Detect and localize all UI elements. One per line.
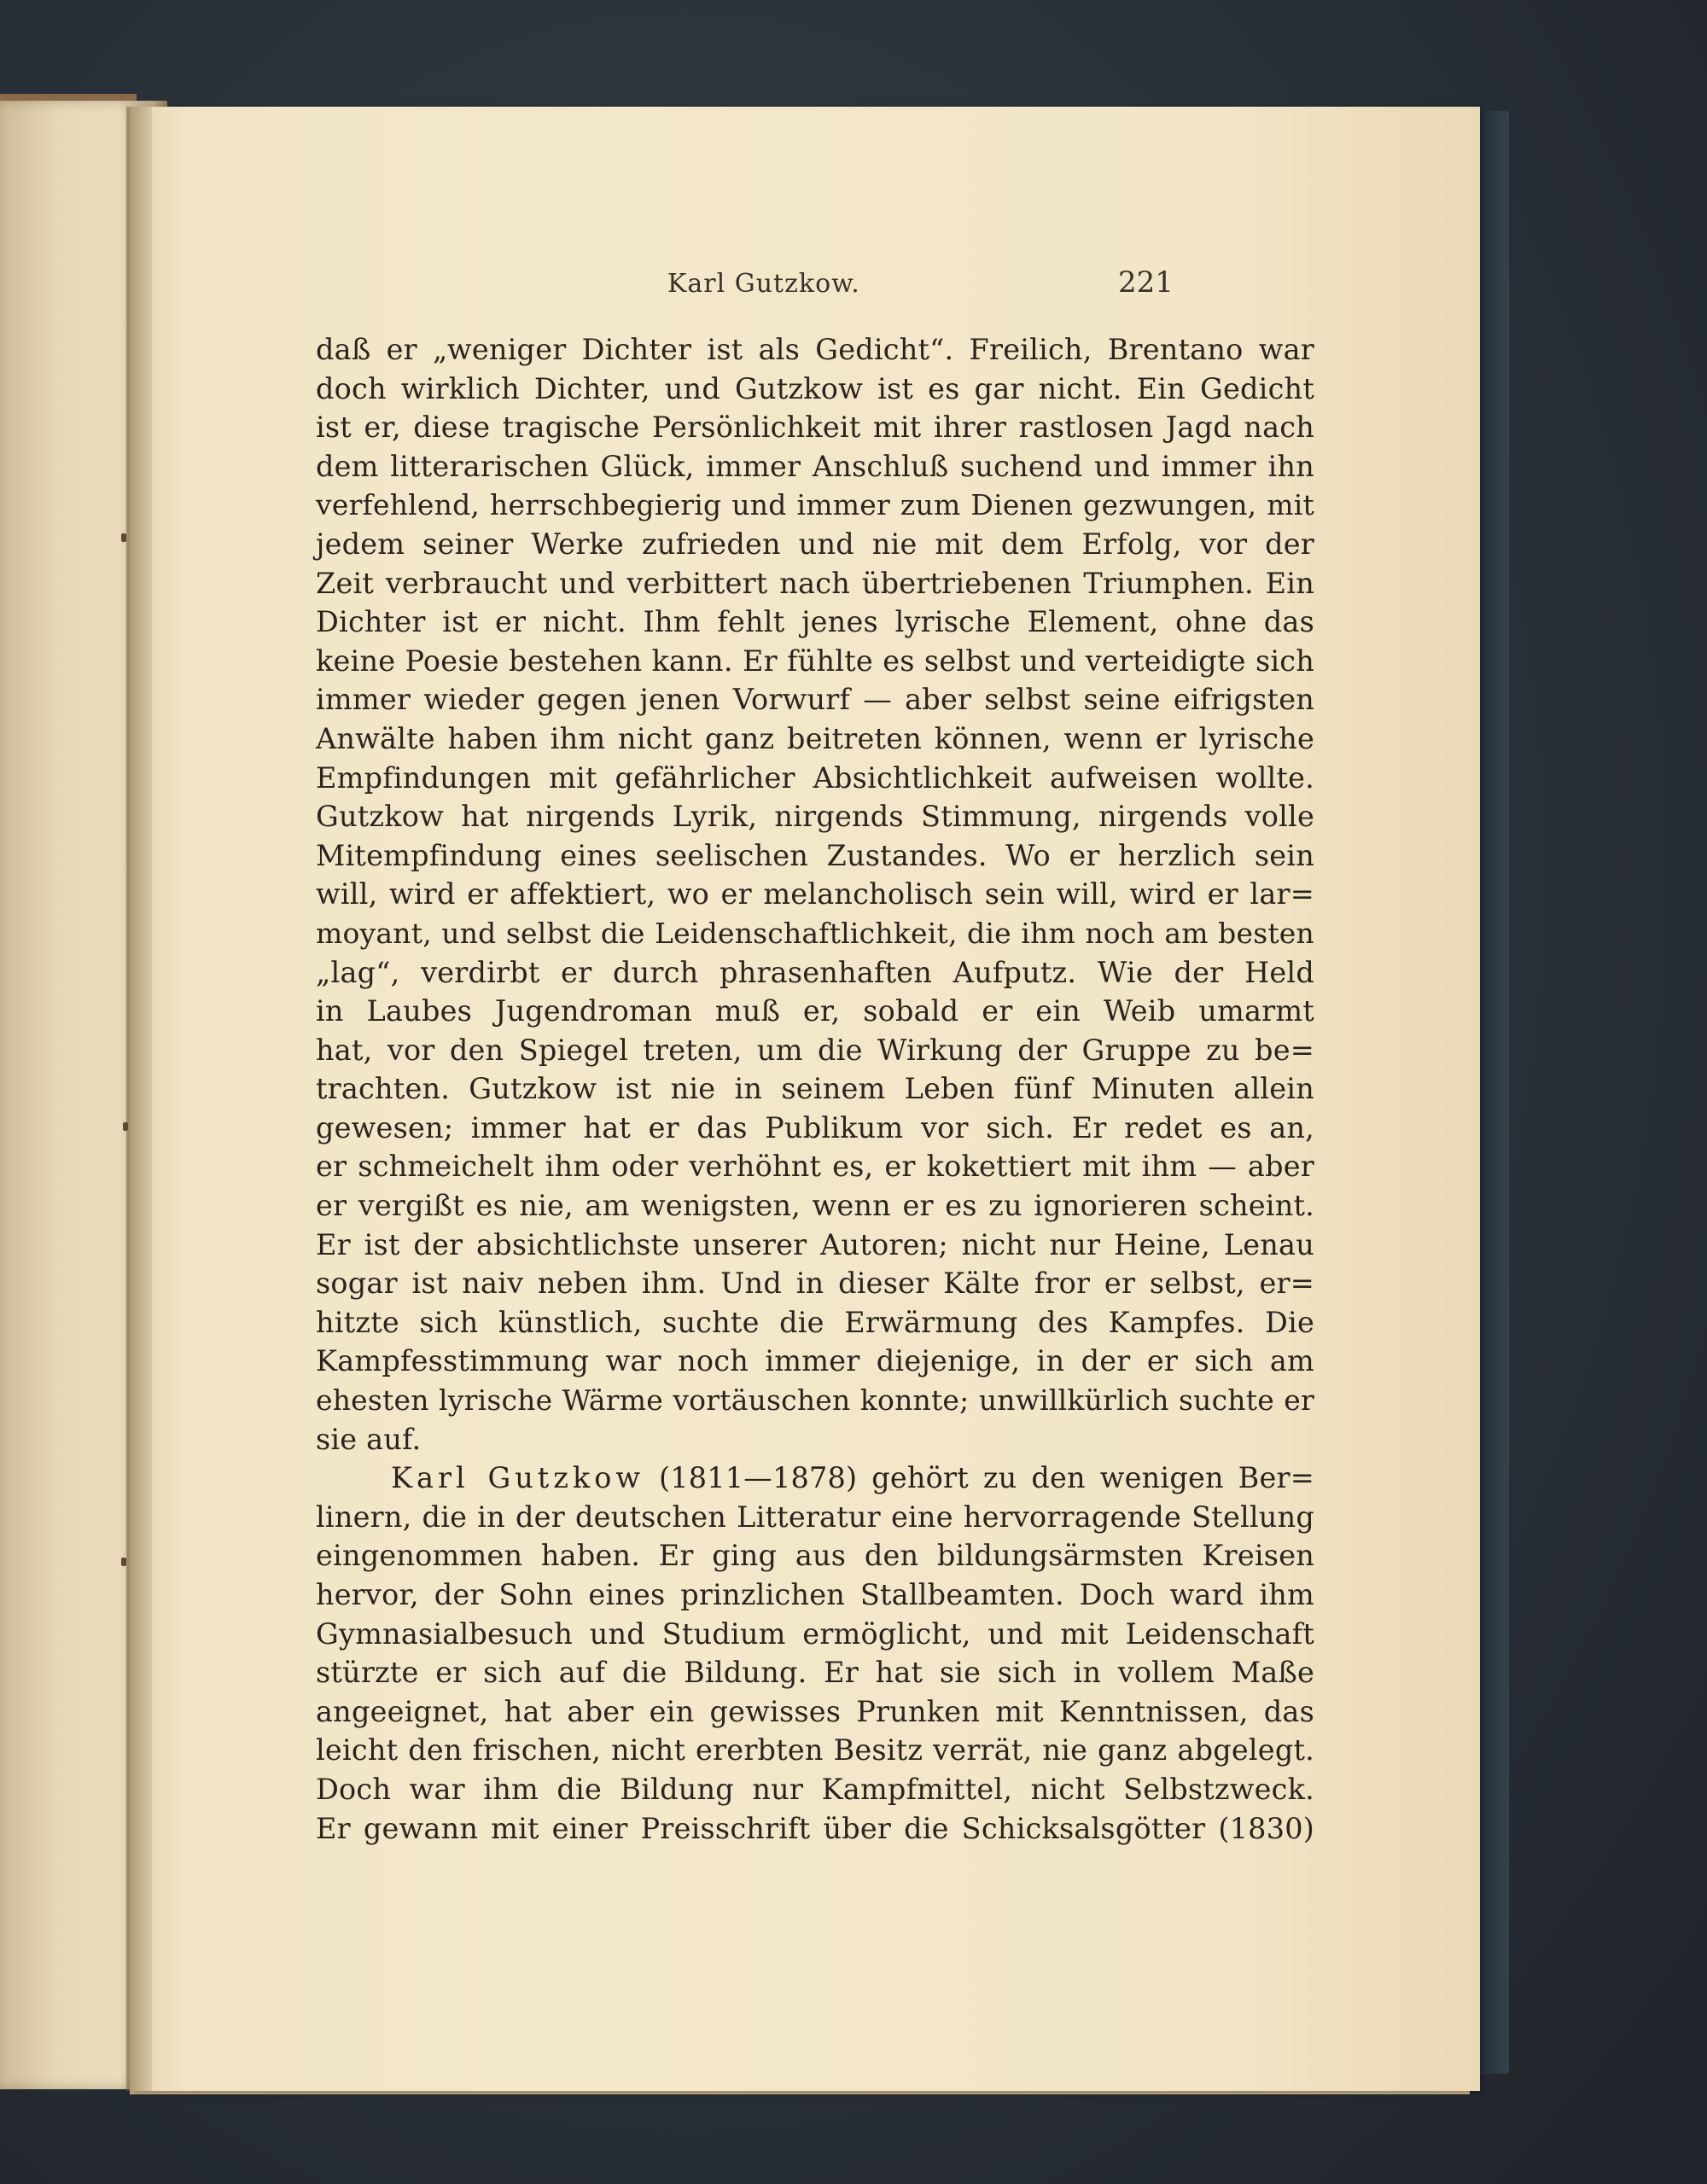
- text-line: Anwälte haben ihm nicht ganz beitreten können, wenn er lyrische: [316, 721, 1314, 755]
- text-line: leicht den frischen, nicht ererbten Besitz verrät, nie ganz abgelegt.: [316, 1733, 1314, 1768]
- page-gutter-shadow: [126, 107, 152, 2091]
- text-line: hervor, der Sohn eines prinzlichen Stallbeamten. Doch ward ihm: [316, 1578, 1314, 1611]
- text-line: Gymnasialbesuch und Studium ermöglicht, und mit Leidenschaft: [316, 1616, 1314, 1651]
- text-line: er vergißt es nie, am wenigsten, wenn er es zu ignorieren scheint.: [316, 1189, 1314, 1223]
- text-line: er schmeichelt ihm oder verhöhnt es, er kokettiert mit ihm — aber: [316, 1150, 1314, 1184]
- text-line: daß er „weniger Dichter ist als Gedicht“. Freilich, Brentano war: [316, 333, 1314, 366]
- text-line: moyant, und selbst die Leidenschaftlichkeit, die ihm noch am besten: [316, 916, 1314, 950]
- body-text: [316, 330, 1314, 1848]
- text-line: linern, die in der deutschen Litteratur eine hervorragende Stellung: [316, 1500, 1314, 1534]
- text-line: eingenommen haben. Er ging aus den bildungsärmsten Kreisen: [316, 1539, 1314, 1573]
- text-line: immer wieder gegen jenen Vorwurf — aber selbst seine eifrigsten: [316, 683, 1314, 717]
- text-line: in Laubes Jugendroman muß er, sobald er ein Weib umarmt: [316, 994, 1314, 1028]
- text-line: angeeignet, hat aber ein gewisses Prunken mit Kenntnissen, das: [316, 1694, 1314, 1728]
- text-line: Gutzkow hat nirgends Lyrik, nirgends Stimmung, nirgends volle: [316, 800, 1314, 834]
- text-line: Er ist der absichtlichste unserer Autoren; nicht nur Heine, Lenau: [316, 1227, 1314, 1261]
- text-line: Kampfesstimmung war noch immer diejenige, in der er sich am: [316, 1344, 1314, 1378]
- paragraph-1: [316, 330, 1314, 1459]
- margin-mark: [121, 1558, 126, 1566]
- text-line: dem litterarischen Glück, immer Anschluß suchend und immer ihn: [316, 449, 1314, 483]
- text-line: gewesen; immer hat er das Publikum vor sich. Er redet es an,: [316, 1110, 1314, 1144]
- text-line: jedem seiner Werke zufrieden und nie mit dem Erfolg, vor der: [316, 527, 1314, 561]
- text-line: Dichter ist er nicht. Ihm fehlt jenes lyrische Element, ohne das: [316, 605, 1314, 639]
- text-line: hitzte sich künstlich, suchte die Erwärmung des Kampfes. Die: [316, 1305, 1314, 1339]
- text-line: ehesten lyrische Wärme vortäuschen konnte; unwillkürlich suchte er: [316, 1383, 1314, 1418]
- running-head: [130, 265, 1480, 320]
- text-line: doch wirklich Dichter, und Gutzkow ist es gar nicht. Ein Gedicht: [316, 371, 1314, 405]
- text-line: verfehlend, herrschbegierig und immer zum Dienen gezwungen, mit: [316, 488, 1314, 522]
- text-line: hat, vor den Spiegel treten, um die Wirkung der Gruppe zu be=: [316, 1033, 1314, 1067]
- text-line: „lag“, verdirbt er durch phrasenhaften Aufputz. Wie der Held: [316, 955, 1314, 989]
- text-line: ist er, diese tragische Persönlichkeit mit ihrer rastlosen Jagd nach: [316, 411, 1314, 445]
- first-line-rest: (1811—1878) gehört zu den wenigen Ber=: [644, 1461, 1315, 1495]
- text-line: Mitempfindung eines seelischen Zustandes. Wo er herzlich sein: [316, 838, 1314, 872]
- text-line: Empfindungen mit gefährlicher Absichtlichkeit aufweisen wollte.: [316, 760, 1314, 795]
- text-line: sie auf.: [316, 1422, 422, 1456]
- text-line: stürzte er sich auf die Bildung. Er hat sie sich in vollem Maße: [316, 1656, 1314, 1690]
- text-line: trachten. Gutzkow ist nie in seinem Leben fünf Minuten allein: [316, 1072, 1314, 1106]
- running-title: Karl Gutzkow.: [667, 269, 860, 299]
- text-line: Doch war ihm die Bildung nur Kampfmittel, nicht Selbstzweck.: [316, 1772, 1314, 1806]
- author-name-spaced: Karl Gutzkow: [391, 1461, 645, 1495]
- page-number: 221: [1118, 265, 1174, 300]
- text-line: will, wird er affektiert, wo er melancholisch sein will, wird er lar=: [316, 877, 1314, 911]
- paragraph-2: [316, 1459, 1314, 1848]
- margin-mark: [123, 1122, 128, 1131]
- margin-mark: [121, 533, 126, 542]
- book-page: [130, 107, 1480, 2091]
- paragraph-2-first-line: [316, 1459, 1314, 1498]
- text-line: Zeit verbraucht und verbittert nach übertriebenen Triumphen. Ein: [316, 566, 1314, 600]
- text-line: sogar ist naiv neben ihm. Und in dieser Kälte fror er selbst, er=: [316, 1267, 1314, 1301]
- text-line: Er gewann mit einer Preisschrift über die Schicksalsgötter (1830): [316, 1811, 1314, 1845]
- text-line: keine Poesie bestehen kann. Er fühlte es selbst und verteidigte sich: [316, 644, 1314, 678]
